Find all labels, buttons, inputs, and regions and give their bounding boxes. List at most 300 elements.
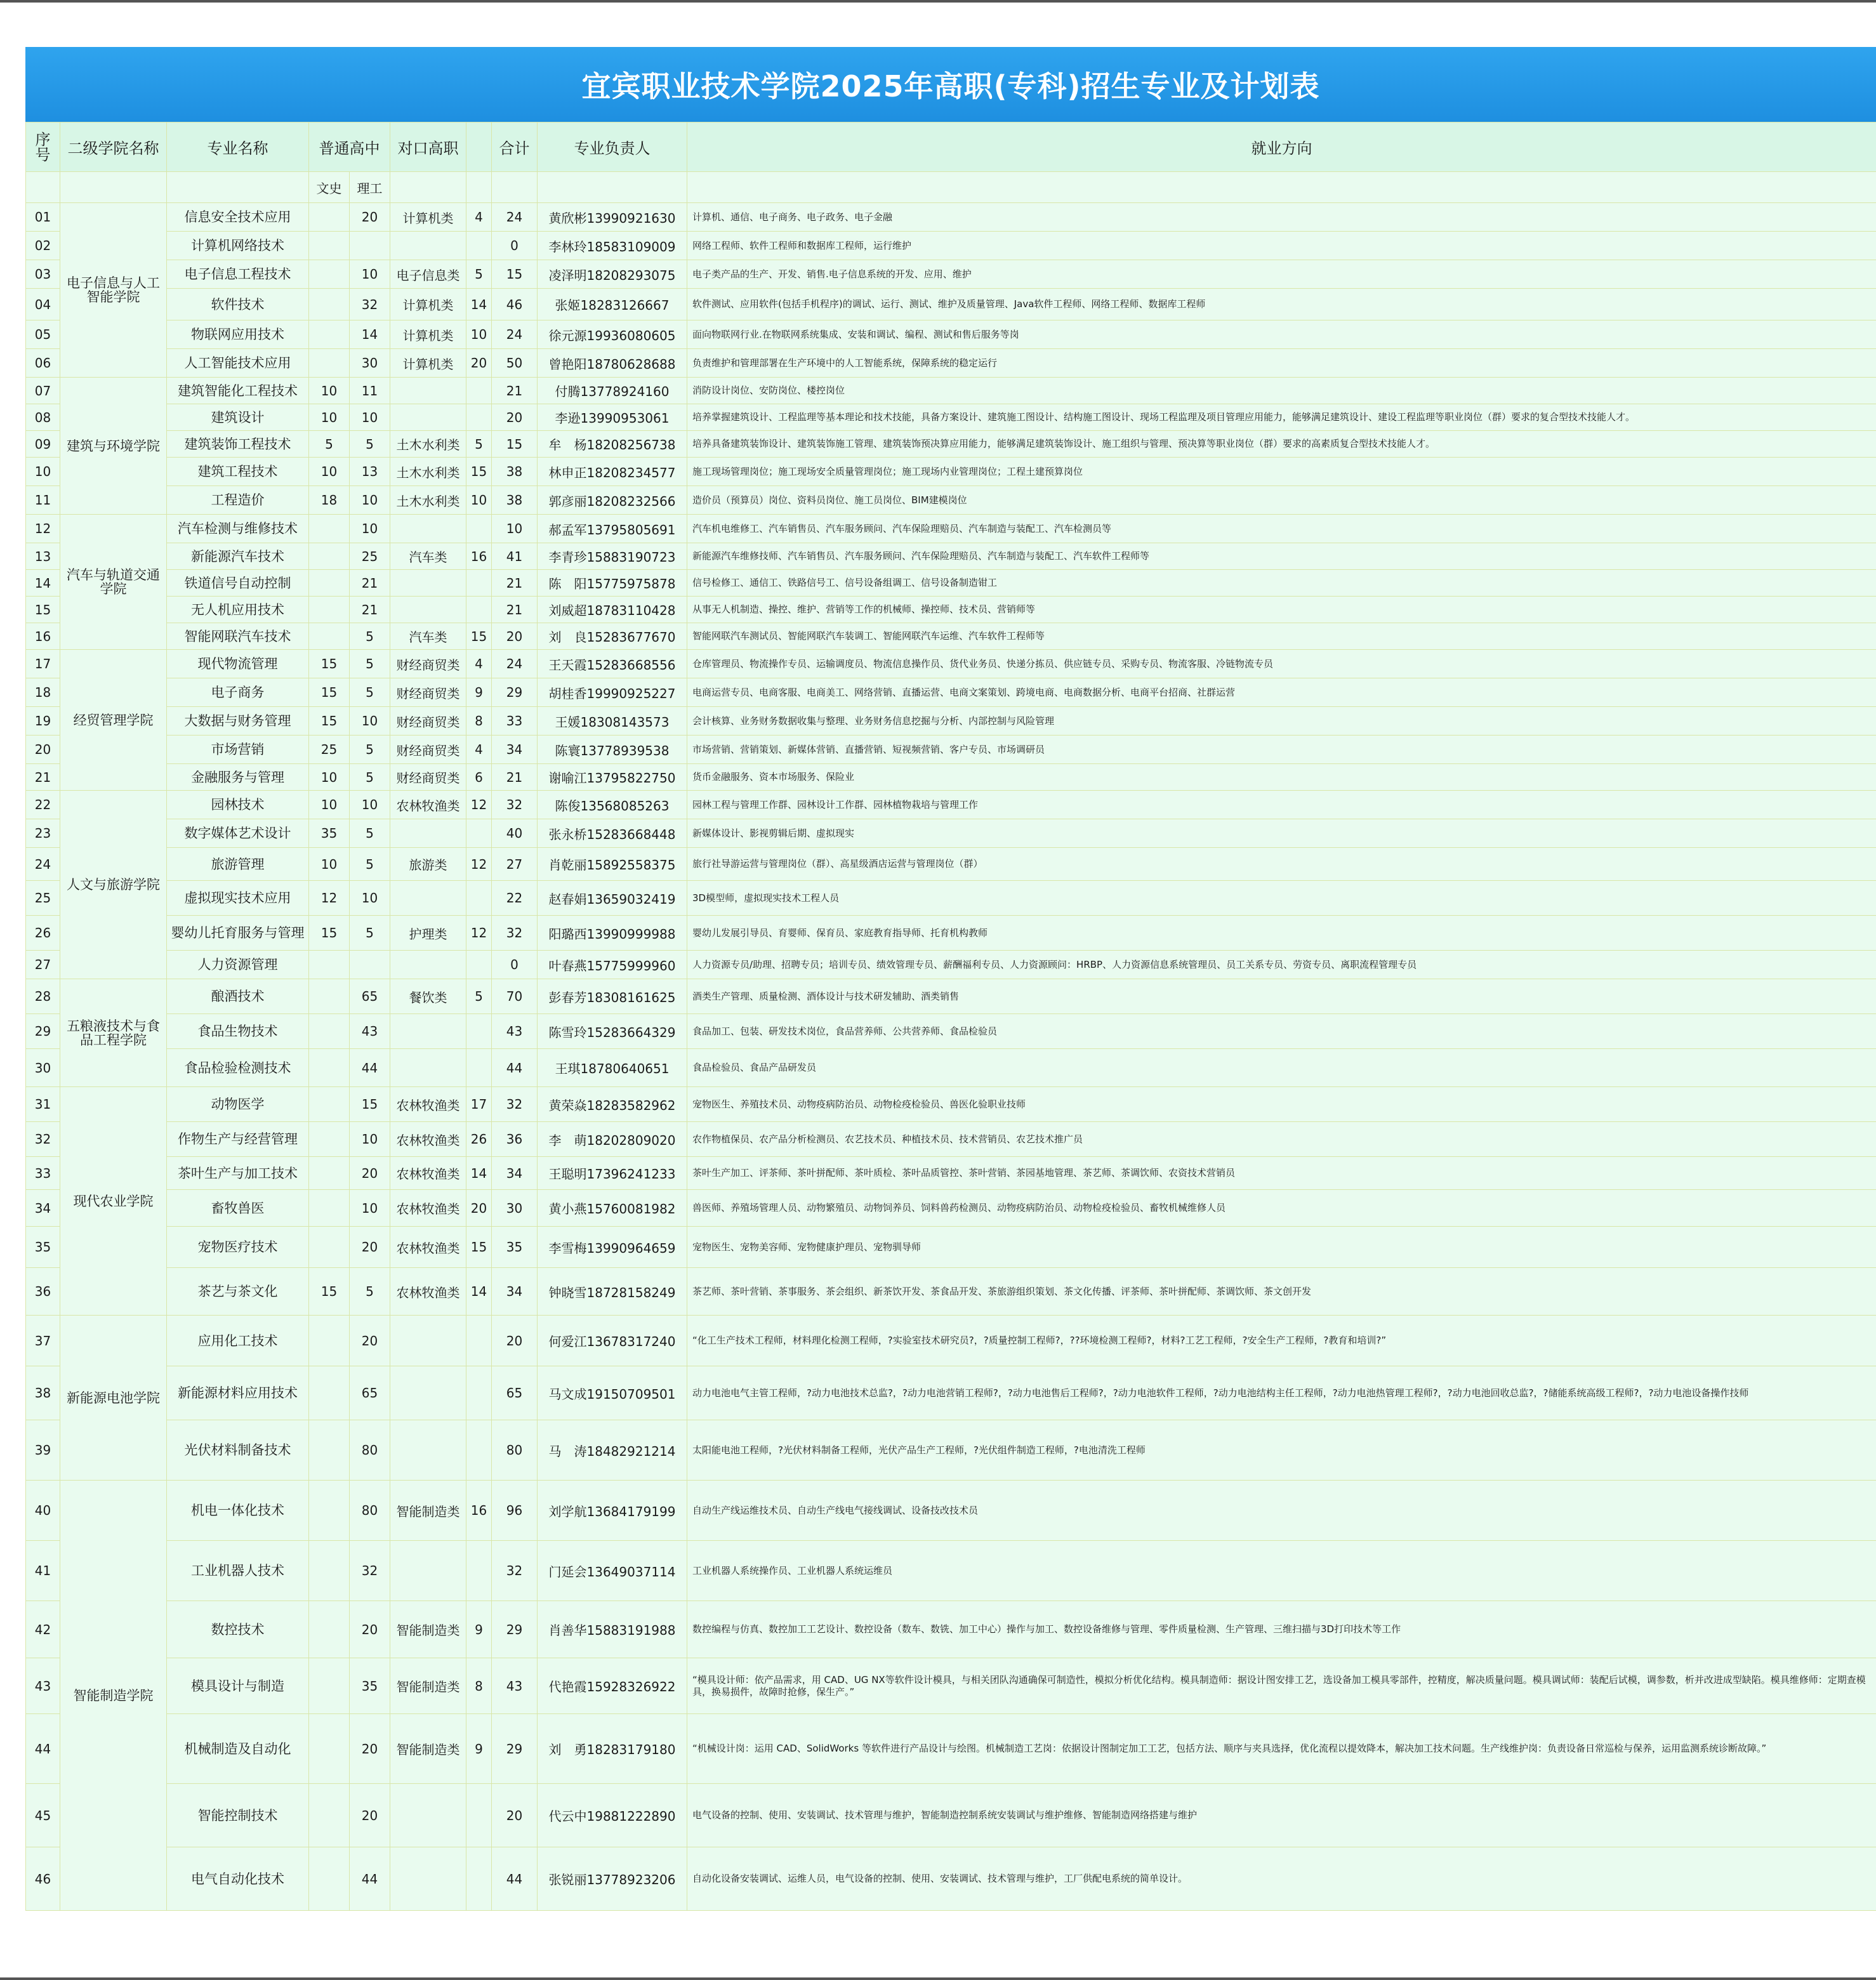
row-science-count: 43 [350, 1014, 390, 1049]
row-vocational-category: 旅游类 [390, 848, 466, 881]
row-total: 20 [492, 623, 538, 650]
row-total: 32 [492, 1087, 538, 1122]
row-science-count: 32 [350, 1541, 390, 1601]
college-name: 智能制造学院 [60, 1481, 167, 1911]
subheader-blank [60, 172, 167, 203]
row-vocational-count [466, 819, 492, 848]
row-vocational-count: 15 [466, 1227, 492, 1268]
row-vocational-count [466, 515, 492, 543]
row-leader: 胡桂香19990925227 [538, 678, 687, 707]
row-science-count: 5 [350, 819, 390, 848]
row-vocational-category: 财经商贸类 [390, 764, 466, 791]
row-seq: 31 [26, 1087, 60, 1122]
row-vocational-count: 12 [466, 848, 492, 881]
row-major-name: 电子信息工程技术 [167, 260, 309, 289]
row-science-count: 10 [350, 486, 390, 515]
row-vocational-count [466, 1847, 492, 1911]
subheader-blank [390, 172, 466, 203]
row-total: 0 [492, 232, 538, 260]
row-total: 44 [492, 1049, 538, 1087]
row-arts-count [309, 289, 350, 320]
row-total: 21 [492, 378, 538, 404]
row-vocational-count: 12 [466, 791, 492, 819]
row-arts-count: 10 [309, 848, 350, 881]
row-science-count: 5 [350, 736, 390, 764]
row-total: 24 [492, 650, 538, 678]
row-jobs: 仓库管理员、物流操作专员、运输调度员、物流信息操作员、货代业务员、快递分拣员、供应链专员、采购专员、物流客服、冷链物流专员 [687, 650, 1876, 678]
row-seq: 30 [26, 1049, 60, 1087]
row-vocational-category: 农林牧渔类 [390, 1087, 466, 1122]
row-jobs: “机械设计岗：运用 CAD、SolidWorks 等软件进行产品设计与绘图。机械制造工艺岗：依据设计图制定加工工艺，包括方法、顺序与夹具选择，优化流程以提效降本，解决加工技术问题。生产线维护岗：负责设备日常巡检与保养，运用监测系统诊断故障。” [687, 1714, 1876, 1784]
row-major-name: 物联网应用技术 [167, 320, 309, 349]
subheader-blank [466, 172, 492, 203]
row-leader: 王媛18308143573 [538, 707, 687, 736]
table-row [26, 979, 1876, 1014]
row-total: 15 [492, 260, 538, 289]
row-seq: 22 [26, 791, 60, 819]
row-science-count: 14 [350, 320, 390, 349]
subheader-arts: 文史 [309, 172, 350, 203]
row-vocational-category: 农林牧渔类 [390, 1122, 466, 1157]
row-science-count: 10 [350, 404, 390, 431]
row-major-name: 汽车检测与维修技术 [167, 515, 309, 543]
row-leader: 付腾13778924160 [538, 378, 687, 404]
row-major-name: 茶叶生产与加工技术 [167, 1157, 309, 1190]
row-science-count: 65 [350, 1366, 390, 1420]
row-jobs: 智能网联汽车测试员、智能网联汽车装调工、智能网联汽车运维、汽车软件工程师等 [687, 623, 1876, 650]
row-seq: 11 [26, 486, 60, 515]
college-name: 建筑与环境学院 [60, 378, 167, 515]
page-title: 宜宾职业技术学院2025年高职(专科)招生专业及计划表 [25, 47, 1876, 122]
row-seq: 20 [26, 736, 60, 764]
row-total: 34 [492, 1157, 538, 1190]
row-leader: 黄小燕15760081982 [538, 1190, 687, 1227]
row-total: 10 [492, 515, 538, 543]
row-major-name: 数字媒体艺术设计 [167, 819, 309, 848]
row-seq: 40 [26, 1481, 60, 1541]
row-leader: 阳璐西13990999988 [538, 916, 687, 951]
row-jobs: 培养具备建筑装饰设计、建筑装饰施工管理、建筑装饰预决算应用能力，能够满足建筑装饰设计、施工组织与管理、预决算等职业岗位（群）要求的高素质复合型技术技能人才。 [687, 431, 1876, 458]
row-science-count: 44 [350, 1847, 390, 1911]
row-vocational-category: 财经商贸类 [390, 650, 466, 678]
row-vocational-count: 16 [466, 1481, 492, 1541]
plan-sheet [25, 47, 1876, 1911]
row-major-name: 无人机应用技术 [167, 597, 309, 623]
row-major-name: 婴幼儿托育服务与管理 [167, 916, 309, 951]
row-major-name: 建筑智能化工程技术 [167, 378, 309, 404]
row-major-name: 食品检验检测技术 [167, 1049, 309, 1087]
row-major-name: 茶艺与茶文化 [167, 1268, 309, 1316]
table-row [26, 570, 1876, 597]
table-row [26, 764, 1876, 791]
header-jobs: 就业方向 [687, 122, 1876, 172]
row-arts-count: 18 [309, 486, 350, 515]
row-jobs: 食品加工、包装、研发技术岗位，食品营养师、公共营养师、食品检验员 [687, 1014, 1876, 1049]
row-jobs: 数控编程与仿真、数控加工工艺设计、数控设备（数车、数铣、加工中心）操作与加工、数控设备维修与管理、零件质量检测、生产管理、三维扫描与3D打印技术等工作 [687, 1601, 1876, 1658]
row-jobs: 软件测试、应用软件(包括手机程序)的调试、运行、测试、维护及质量管理、Java软件工程师、网络工程师、数据库工程师 [687, 289, 1876, 320]
row-seq: 05 [26, 320, 60, 349]
row-seq: 37 [26, 1316, 60, 1366]
row-vocational-category [390, 819, 466, 848]
row-total: 38 [492, 486, 538, 515]
row-science-count: 15 [350, 1087, 390, 1122]
row-seq: 12 [26, 515, 60, 543]
table-row [26, 819, 1876, 848]
row-seq: 46 [26, 1847, 60, 1911]
row-vocational-category: 财经商贸类 [390, 678, 466, 707]
row-jobs: 培养掌握建筑设计、工程监理等基本理论和技术技能，具备方案设计、建筑施工图设计、结构施工图设计、现场工程监理及项目管理应用能力，能够满足建筑设计、建设工程监理等职业岗位（群）要求的复合型技术技能人才。 [687, 404, 1876, 431]
table-row [26, 597, 1876, 623]
row-jobs: 计算机、通信、电子商务、电子政务、电子金融 [687, 203, 1876, 232]
row-vocational-category: 智能制造类 [390, 1658, 466, 1714]
row-vocational-category: 护理类 [390, 916, 466, 951]
table-row [26, 1714, 1876, 1784]
row-vocational-count: 6 [466, 764, 492, 791]
row-major-name: 应用化工技术 [167, 1316, 309, 1366]
row-vocational-category: 汽车类 [390, 623, 466, 650]
row-vocational-count: 4 [466, 203, 492, 232]
row-arts-count [309, 1087, 350, 1122]
row-science-count [350, 951, 390, 979]
row-science-count: 13 [350, 458, 390, 486]
table-row [26, 1157, 1876, 1190]
row-vocational-count [466, 1420, 492, 1481]
row-seq: 39 [26, 1420, 60, 1481]
row-total: 34 [492, 1268, 538, 1316]
row-seq: 23 [26, 819, 60, 848]
row-vocational-count: 9 [466, 1714, 492, 1784]
row-vocational-count: 16 [466, 543, 492, 570]
row-vocational-category [390, 404, 466, 431]
row-leader: 刘学航13684179199 [538, 1481, 687, 1541]
row-science-count: 20 [350, 203, 390, 232]
row-jobs: 消防设计岗位、安防岗位、楼控岗位 [687, 378, 1876, 404]
row-total: 22 [492, 881, 538, 916]
row-seq: 07 [26, 378, 60, 404]
row-jobs: 兽医师、养殖场管理人员、动物繁殖员、动物饲养员、饲料兽药检测员、动物疫病防治员、动物检疫检验员、畜牧机械维修人员 [687, 1190, 1876, 1227]
row-major-name: 大数据与财务管理 [167, 707, 309, 736]
row-jobs: 酒类生产管理、质量检测、酒体设计与技术研发辅助、酒类销售 [687, 979, 1876, 1014]
row-leader: 马文成19150709501 [538, 1366, 687, 1420]
row-total: 32 [492, 1541, 538, 1601]
row-science-count: 44 [350, 1049, 390, 1087]
row-leader: 肖乾丽15892558375 [538, 848, 687, 881]
row-leader: 王天霞15283668556 [538, 650, 687, 678]
row-arts-count [309, 232, 350, 260]
row-vocational-count [466, 881, 492, 916]
row-total: 29 [492, 1601, 538, 1658]
row-total: 80 [492, 1420, 538, 1481]
row-vocational-count [466, 1316, 492, 1366]
row-major-name: 畜牧兽医 [167, 1190, 309, 1227]
row-total: 50 [492, 349, 538, 378]
row-seq: 33 [26, 1157, 60, 1190]
row-major-name: 模具设计与制造 [167, 1658, 309, 1714]
row-arts-count [309, 349, 350, 378]
row-seq: 08 [26, 404, 60, 431]
row-seq: 10 [26, 458, 60, 486]
row-leader: 凌泽明18208293075 [538, 260, 687, 289]
subheader-blank [687, 172, 1876, 203]
college-name: 经贸管理学院 [60, 650, 167, 791]
college-name: 现代农业学院 [60, 1087, 167, 1316]
table-row [26, 1601, 1876, 1658]
row-total: 40 [492, 819, 538, 848]
row-seq: 36 [26, 1268, 60, 1316]
row-total: 29 [492, 1714, 538, 1784]
row-leader: 代云中19881222890 [538, 1784, 687, 1847]
row-arts-count: 15 [309, 650, 350, 678]
row-major-name: 新能源汽车技术 [167, 543, 309, 570]
row-total: 20 [492, 1316, 538, 1366]
row-leader: 林申正18208234577 [538, 458, 687, 486]
row-arts-count [309, 951, 350, 979]
row-seq: 27 [26, 951, 60, 979]
table-row [26, 515, 1876, 543]
row-jobs: 太阳能电池工程师，?光伏材料制备工程师，光伏产品生产工程师，?光伏组件制造工程师，?电池清洗工程师 [687, 1420, 1876, 1481]
row-arts-count: 15 [309, 707, 350, 736]
row-jobs: 货币金融服务、资本市场服务、保险业 [687, 764, 1876, 791]
table-row [26, 543, 1876, 570]
row-vocational-category [390, 1316, 466, 1366]
row-science-count: 10 [350, 515, 390, 543]
row-jobs: 食品检验员、食品产品研发员 [687, 1049, 1876, 1087]
table-row [26, 260, 1876, 289]
row-major-name: 软件技术 [167, 289, 309, 320]
row-total: 24 [492, 203, 538, 232]
row-major-name: 建筑工程技术 [167, 458, 309, 486]
row-science-count: 32 [350, 289, 390, 320]
row-leader: 张永桥15283668448 [538, 819, 687, 848]
table-row [26, 431, 1876, 458]
row-jobs: 施工现场管理岗位；施工现场安全质量管理岗位；施工现场内业管理岗位；工程土建预算岗位 [687, 458, 1876, 486]
row-total: 44 [492, 1847, 538, 1911]
row-leader: 刘 良15283677670 [538, 623, 687, 650]
table-row [26, 1122, 1876, 1157]
table-row [26, 320, 1876, 349]
row-vocational-count [466, 378, 492, 404]
table-row [26, 289, 1876, 320]
row-seq: 03 [26, 260, 60, 289]
row-leader: 肖善华15883191988 [538, 1601, 687, 1658]
row-vocational-category: 计算机类 [390, 289, 466, 320]
row-total: 35 [492, 1227, 538, 1268]
row-arts-count [309, 1049, 350, 1087]
row-total: 21 [492, 764, 538, 791]
row-arts-count [309, 979, 350, 1014]
row-seq: 35 [26, 1227, 60, 1268]
row-vocational-count: 5 [466, 431, 492, 458]
subheader-blank [492, 172, 538, 203]
row-vocational-category [390, 597, 466, 623]
row-jobs: 茶叶生产加工、评茶师、茶叶拼配师、茶叶质检、茶叶品质管控、茶叶营销、茶园基地管理、茶艺师、茶调饮师、农资技术营销员 [687, 1157, 1876, 1190]
row-major-name: 信息安全技术应用 [167, 203, 309, 232]
row-seq: 18 [26, 678, 60, 707]
row-vocational-category [390, 1784, 466, 1847]
row-leader: 牟 杨18208256738 [538, 431, 687, 458]
table-row [26, 486, 1876, 515]
row-vocational-count: 12 [466, 916, 492, 951]
header-total: 合计 [492, 122, 538, 172]
table-row [26, 1190, 1876, 1227]
row-science-count: 35 [350, 1658, 390, 1714]
row-seq: 41 [26, 1541, 60, 1601]
table-row [26, 349, 1876, 378]
row-leader: 陈雪玲15283664329 [538, 1014, 687, 1049]
row-leader: 郭彦丽18208232566 [538, 486, 687, 515]
row-jobs: “模具设计师：依产品需求，用 CAD、UG NX等软件设计模具，与相关团队沟通确保可制造性，模拟分析优化结构。模具制造师：据设计图安排工艺，选设备加工模具零部件，控精度，解决质量问题。模具调试师：装配后试模，调参数，析并改进成型缺陷。模具维修师：定期查模具，换易损件，故障时抢修，保生产。” [687, 1658, 1876, 1714]
row-total: 30 [492, 1190, 538, 1227]
row-total: 46 [492, 289, 538, 320]
row-major-name: 铁道信号自动控制 [167, 570, 309, 597]
table-row [26, 1541, 1876, 1601]
row-leader: 李林玲18583109009 [538, 232, 687, 260]
row-arts-count [309, 515, 350, 543]
row-leader: 李雪梅13990964659 [538, 1227, 687, 1268]
row-vocational-count: 9 [466, 678, 492, 707]
row-jobs: 农作物植保员、农产品分析检测员、农艺技术员、种植技术员、技术营销员、农艺技术推广员 [687, 1122, 1876, 1157]
row-science-count: 5 [350, 764, 390, 791]
row-seq: 32 [26, 1122, 60, 1157]
row-major-name: 建筑装饰工程技术 [167, 431, 309, 458]
row-total: 21 [492, 570, 538, 597]
header-general-highschool: 普通高中 [309, 122, 390, 172]
row-vocational-category [390, 1049, 466, 1087]
row-major-name: 电气自动化技术 [167, 1847, 309, 1911]
row-vocational-category: 智能制造类 [390, 1714, 466, 1784]
row-arts-count [309, 1714, 350, 1784]
row-jobs: 动力电池电气主管工程师，?动力电池技术总监?，?动力电池营销工程师?，?动力电池售后工程师?，?动力电池软件工程师，?动力电池结构主任工程师，?动力电池热管理工程师?，?动力电池回收总监?，?储能系统高级工程师?，?动力电池设备操作技师 [687, 1366, 1876, 1420]
row-arts-count [309, 1190, 350, 1227]
row-major-name: 虚拟现实技术应用 [167, 881, 309, 916]
row-science-count: 20 [350, 1157, 390, 1190]
row-seq: 14 [26, 570, 60, 597]
row-science-count: 5 [350, 650, 390, 678]
row-seq: 44 [26, 1714, 60, 1784]
header-vocational-count [466, 122, 492, 172]
row-seq: 38 [26, 1366, 60, 1420]
row-vocational-category [390, 1541, 466, 1601]
row-major-name: 园林技术 [167, 791, 309, 819]
row-arts-count [309, 1658, 350, 1714]
header-major: 专业名称 [167, 122, 309, 172]
bottom-rule [0, 1977, 1876, 1980]
row-total: 65 [492, 1366, 538, 1420]
row-vocational-category: 计算机类 [390, 320, 466, 349]
row-seq: 15 [26, 597, 60, 623]
row-jobs: 汽车机电维修工、汽车销售员、汽车服务顾问、汽车保险理赔员、汽车制造与装配工、汽车检测员等 [687, 515, 1876, 543]
row-science-count: 20 [350, 1227, 390, 1268]
plan-table [25, 122, 1876, 1911]
table-row [26, 623, 1876, 650]
row-seq: 34 [26, 1190, 60, 1227]
row-vocational-count: 14 [466, 1268, 492, 1316]
row-major-name: 作物生产与经营管理 [167, 1122, 309, 1157]
table-row [26, 736, 1876, 764]
row-total: 24 [492, 320, 538, 349]
row-arts-count [309, 1227, 350, 1268]
row-total: 32 [492, 916, 538, 951]
row-vocational-count: 5 [466, 979, 492, 1014]
row-vocational-count: 10 [466, 320, 492, 349]
row-vocational-count: 15 [466, 623, 492, 650]
row-science-count: 5 [350, 848, 390, 881]
row-vocational-category: 农林牧渔类 [390, 1157, 466, 1190]
row-seq: 19 [26, 707, 60, 736]
row-major-name: 现代物流管理 [167, 650, 309, 678]
row-arts-count [309, 570, 350, 597]
row-jobs: 3D模型师，虚拟现实技术工程人员 [687, 881, 1876, 916]
table-row [26, 951, 1876, 979]
row-total: 41 [492, 543, 538, 570]
row-vocational-category [390, 232, 466, 260]
row-arts-count [309, 203, 350, 232]
row-vocational-category: 农林牧渔类 [390, 1190, 466, 1227]
college-name: 五粮液技术与食品工程学院 [60, 979, 167, 1087]
row-vocational-count [466, 1014, 492, 1049]
row-vocational-category: 智能制造类 [390, 1601, 466, 1658]
row-seq: 29 [26, 1014, 60, 1049]
row-vocational-count [466, 232, 492, 260]
row-leader: 曾艳阳18780628688 [538, 349, 687, 378]
row-arts-count: 10 [309, 404, 350, 431]
row-arts-count [309, 623, 350, 650]
row-vocational-category: 电子信息类 [390, 260, 466, 289]
row-arts-count [309, 597, 350, 623]
row-leader: 刘威超18783110428 [538, 597, 687, 623]
row-vocational-count: 10 [466, 486, 492, 515]
table-row [26, 881, 1876, 916]
row-science-count: 10 [350, 260, 390, 289]
row-jobs: 电子类产品的生产、开发、销售.电子信息系统的开发、应用、维护 [687, 260, 1876, 289]
row-science-count: 20 [350, 1316, 390, 1366]
row-seq: 04 [26, 289, 60, 320]
table-row [26, 1227, 1876, 1268]
table-row [26, 1268, 1876, 1316]
table-row [26, 650, 1876, 678]
row-total: 32 [492, 791, 538, 819]
row-jobs: 信号检修工、通信工、铁路信号工、信号设备组调工、信号设备制造钳工 [687, 570, 1876, 597]
row-science-count: 10 [350, 707, 390, 736]
row-jobs: 婴幼儿发展引导员、育婴师、保育员、家庭教育指导师、托育机构教师 [687, 916, 1876, 951]
row-vocational-count [466, 951, 492, 979]
row-total: 0 [492, 951, 538, 979]
row-vocational-count: 9 [466, 1601, 492, 1658]
row-total: 21 [492, 597, 538, 623]
row-major-name: 工业机器人技术 [167, 1541, 309, 1601]
row-science-count [350, 232, 390, 260]
row-arts-count [309, 1122, 350, 1157]
row-arts-count: 25 [309, 736, 350, 764]
row-arts-count [309, 1157, 350, 1190]
row-vocational-count: 14 [466, 1157, 492, 1190]
table-row [26, 1658, 1876, 1714]
row-vocational-count: 20 [466, 1190, 492, 1227]
row-major-name: 动物医学 [167, 1087, 309, 1122]
row-total: 20 [492, 404, 538, 431]
row-vocational-category: 土木水利类 [390, 486, 466, 515]
header-row [26, 122, 1876, 172]
table-row [26, 232, 1876, 260]
row-vocational-category [390, 1366, 466, 1420]
row-seq: 42 [26, 1601, 60, 1658]
row-jobs: 新媒体设计、影视剪辑后期、虚拟现实 [687, 819, 1876, 848]
header-college: 二级学院名称 [60, 122, 167, 172]
row-vocational-category: 汽车类 [390, 543, 466, 570]
row-vocational-count [466, 1049, 492, 1087]
row-science-count: 5 [350, 1268, 390, 1316]
row-arts-count: 15 [309, 916, 350, 951]
